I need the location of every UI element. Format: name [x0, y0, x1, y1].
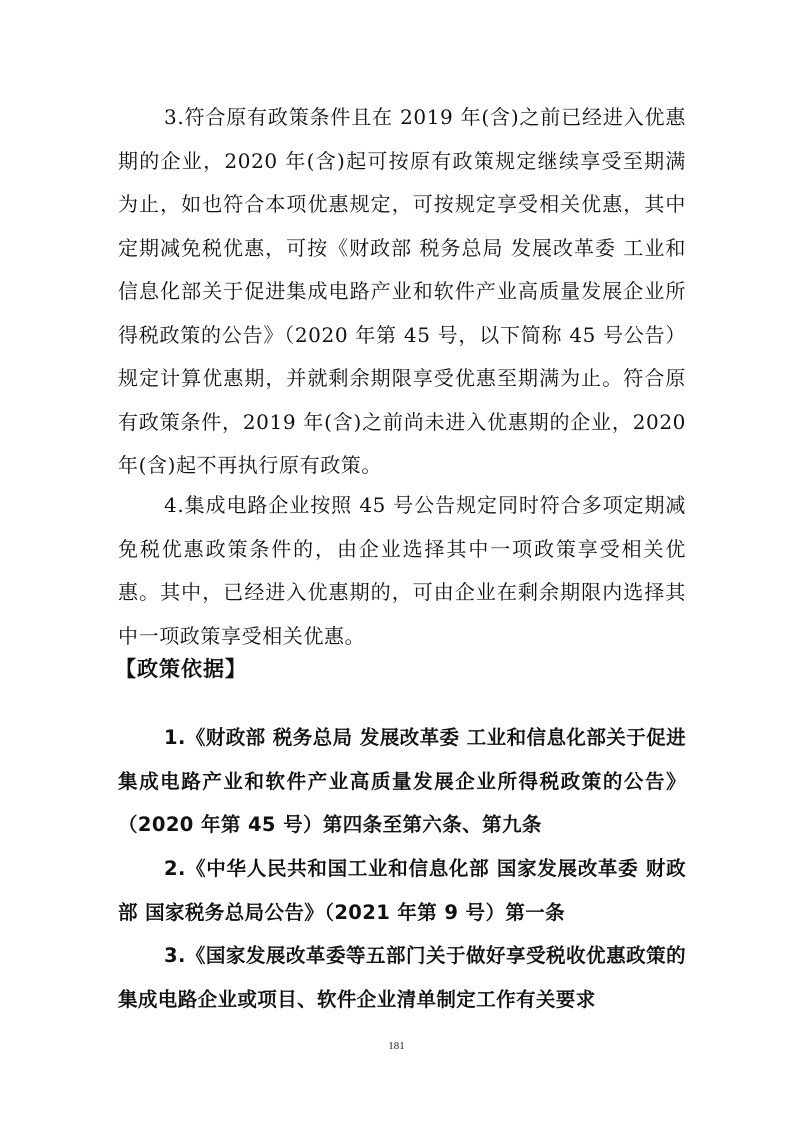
- policy-basis-item-3: 3.《国家发展改革委等五部门关于做好享受税收优惠政策的集成电路企业或项目、软件企业清单制定工作有关要求: [118, 944, 686, 1011]
- policy-basis-item-1: 1.《财政部 税务总局 发展改革委 工业和信息化部关于促进集成电路产业和软件产业高质量发展企业所得税政策的公告》（2020 年第 45 号）第四条至第六条、第九条: [118, 726, 686, 836]
- policy-basis-heading: 【政策依据】: [115, 657, 247, 681]
- page-number: 181: [388, 1040, 405, 1052]
- paragraph-item-4: 4.集成电路企业按照 45 号公告规定同时符合多项定期减免税优惠政策条件的，由企业选择其中一项政策享受相关优惠。其中，已经进入优惠期的，可由企业在剩余期限内选择其中一项政策享受相关优惠。: [118, 493, 686, 648]
- paragraph-item-3: 3.符合原有政策条件且在 2019 年(含)之前已经进入优惠期的企业，2020 年(含)起可按原有政策规定继续享受至期满为止，如也符合本项优惠规定，可按规定享受相关优惠，其中定期减免税优惠，可按《财政部 税务总局 发展改革委 工业和信息化部关于促进集成电路产业和软件产业高质量发展企业所得税政策的公告》（2020 年第 45 号，以下简称 45 号公告）规定计算优惠期，并就剩余期限享受优惠至期满为止。符合原有政策条件，2019 年(含)之前尚未进入优惠期的企业，2020 年(含)起不再执行原有政策。: [118, 105, 686, 477]
- policy-basis-item-2: 2.《中华人民共和国工业和信息化部 国家发展改革委 财政部 国家税务总局公告》（2021 年第 9 号）第一条: [118, 857, 686, 924]
